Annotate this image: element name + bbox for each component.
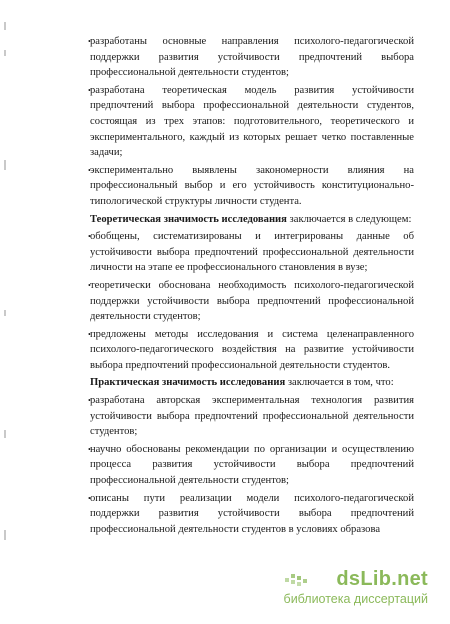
bullet-icon: •	[88, 85, 91, 95]
paragraph-theoretical-significance	[62, 212, 414, 228]
list-item-text: разработаны основные направления психолого-педагогической поддержки развития устойчивости предпочтений выбора профессиональной деятельности студентов;	[90, 36, 414, 79]
list-item-text: обобщены, систематизированы и интегрированы данные об устойчивости выбора предпочтений профессиональной деятельности личности на этапе ее профессионального становления в вузе;	[90, 231, 414, 274]
list-item-text: экспериментально выявлены закономерности влияния на профессиональный выбор и его устойчивость конституционально-типологической структуры личности студента.	[90, 164, 414, 207]
document-body	[62, 34, 414, 539]
paragraph-text: заключается в следующем:	[286, 213, 412, 225]
list-item-text: научно обоснованы рекомендации по организации и осуществлению процесса развития устойчивости выбора предпочтений профессиональной деятельности студентов;	[90, 443, 414, 487]
watermark-subtitle: библиотека диссертаций	[283, 592, 428, 606]
bullet-icon: •	[88, 280, 91, 290]
bullet-icon: •	[88, 165, 91, 175]
dslib-watermark	[282, 568, 432, 610]
list-item-text: теоретически обоснована необходимость психолого-педагогической поддержки устойчивости выбора предпочтений профессиональной деятельности студентов;	[90, 279, 414, 323]
bullet-icon: •	[88, 444, 91, 454]
bullet-icon: •	[88, 493, 91, 503]
list-item	[62, 442, 414, 489]
heading-practical-significance: Практическая значимость исследования	[90, 377, 286, 389]
list-item-text: разработана авторская экспериментальная технология развития устойчивости выбора предпочтений профессиональной деятельности студентов;	[90, 395, 414, 438]
list-item	[62, 393, 414, 440]
list-item	[62, 83, 414, 161]
bullet-icon: •	[88, 396, 91, 406]
paragraph-practical-significance	[62, 375, 414, 391]
watermark-name: dsLib.net	[336, 568, 428, 590]
list-item	[62, 491, 414, 538]
heading-theoretical-significance: Теоретическая значимость исследования	[90, 213, 287, 225]
list-item	[62, 34, 414, 81]
list-item	[62, 229, 414, 276]
list-item-text: предложены методы исследования и система целенаправленного психолого-педагогического воздействия на развитие устойчивости выбора предпочтений профессиональной деятельности студентов.	[90, 328, 414, 371]
scan-margin-marks	[4, 10, 10, 610]
list-item-text: разработана теоретическая модель развития устойчивости предпочтений выбора профессиональной деятельности студентов, состоящая из трех этапов: подготовительного, теоретического и экспериментального, каждый из которых решает четко поставленные задачи;	[90, 84, 414, 159]
bullet-icon: •	[88, 37, 91, 46]
bullet-icon: •	[88, 329, 91, 339]
list-item	[62, 278, 414, 325]
paragraph-text: заключается в том, что:	[285, 377, 394, 389]
list-item	[62, 163, 414, 210]
bullet-icon: •	[88, 232, 91, 242]
list-item-text: описаны пути реализации модели психолого-педагогической поддержки развития устойчивости выбора предпочтений профессиональной деятельности студентов в условиях образова	[90, 492, 414, 535]
list-item	[62, 327, 414, 374]
